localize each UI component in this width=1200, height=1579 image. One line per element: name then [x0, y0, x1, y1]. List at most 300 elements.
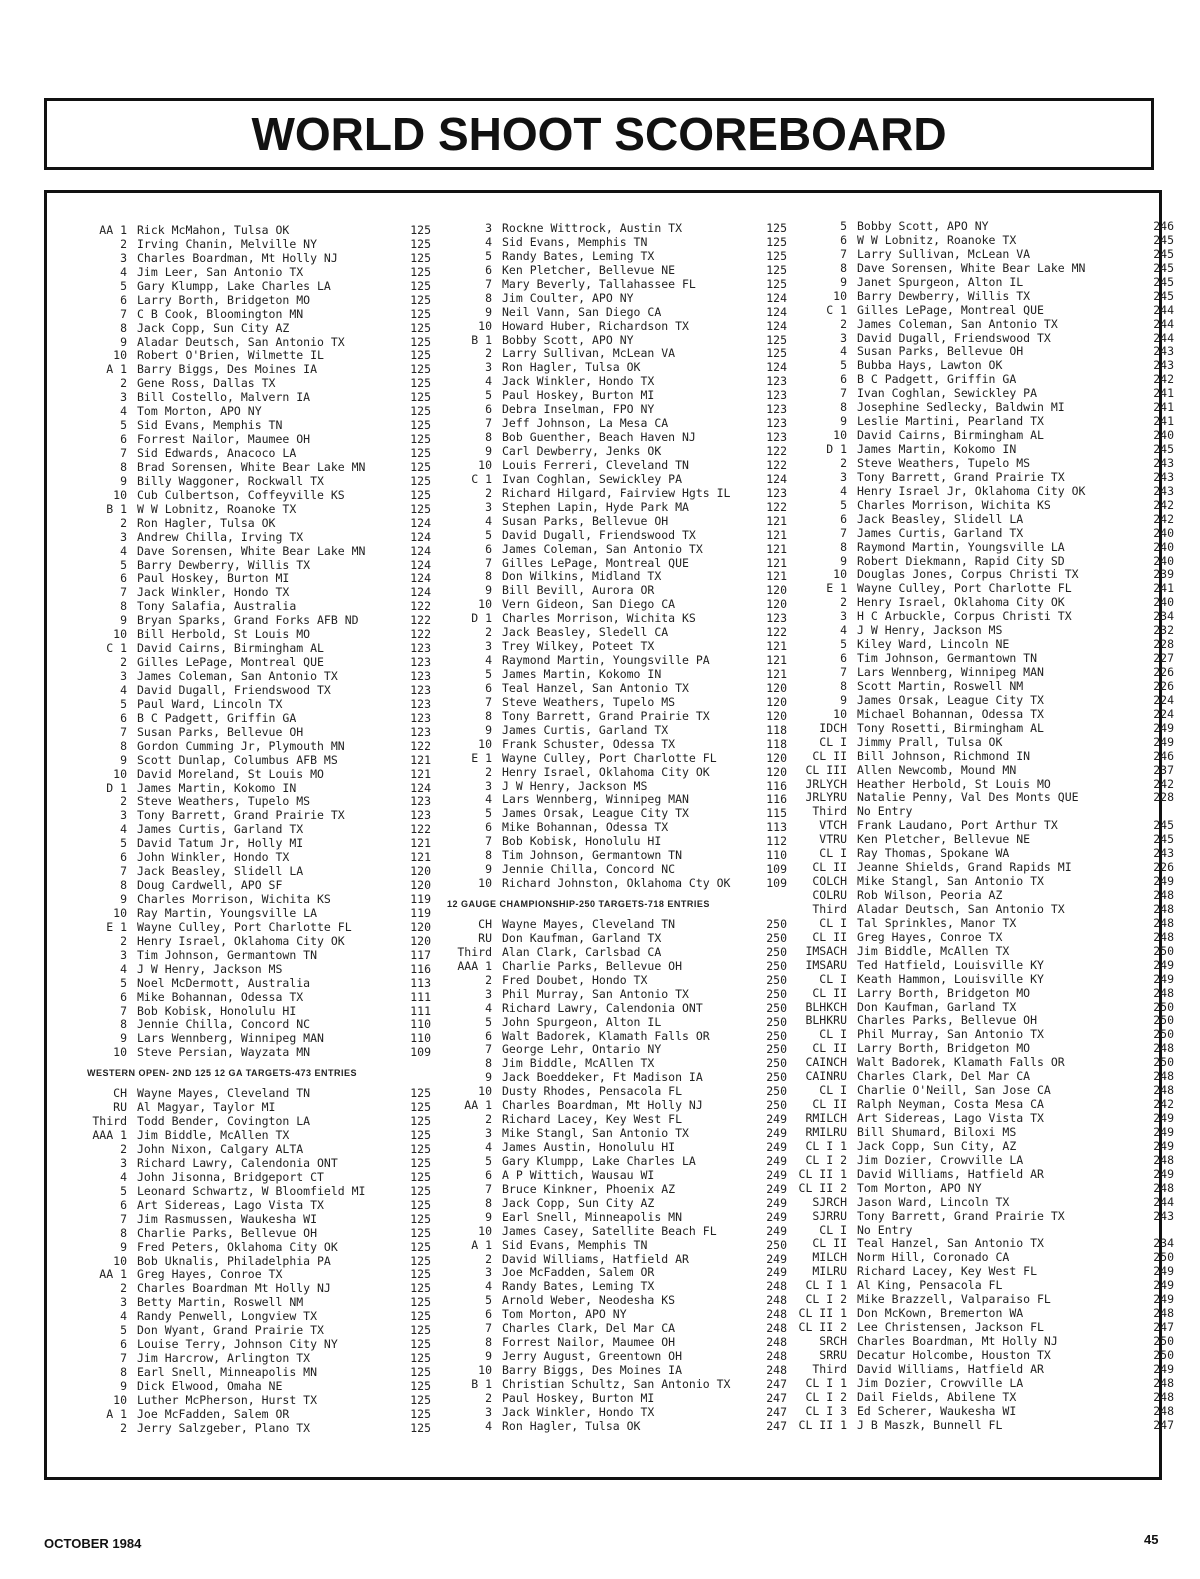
shooter-name: Tom Morton, APO NY [137, 405, 262, 419]
score: 248 [1153, 888, 1174, 902]
result-row [792, 819, 1174, 833]
place-label: 3 [120, 947, 127, 962]
result-row [792, 805, 1174, 819]
score: 244 [1153, 1194, 1174, 1209]
shooter-name: J W Henry, Jackson MS [857, 624, 1003, 638]
score: 242 [1153, 1097, 1174, 1112]
result-row [87, 586, 431, 600]
result-row [792, 429, 1174, 443]
shooter-name: Mike Stangl, San Antonio TX [502, 1127, 689, 1141]
place-label: 9 [485, 583, 492, 598]
place-label: 8 [485, 430, 492, 445]
result-row [792, 903, 1174, 917]
result-row [447, 1322, 787, 1336]
shooter-name: Charles Parks, Bellevue OH [857, 1014, 1038, 1028]
place-label: 10 [478, 597, 492, 612]
shooter-name: Tony Barrett, Grand Prairie TX [857, 1209, 1065, 1223]
place-label: 6 [120, 989, 127, 1004]
place-label: 5 [120, 557, 127, 572]
place-label: 8 [120, 459, 127, 474]
shooter-name: Bob Uknalis, Philadelphia PA [137, 1254, 331, 1268]
place-label: 10 [113, 627, 127, 642]
place-label: CL II 1 [798, 1417, 847, 1432]
shooter-name: David Cairns, Birmingham AL [137, 642, 324, 656]
score: 121 [766, 653, 787, 668]
result-row [87, 1129, 431, 1143]
shooter-name: Jim Rasmussen, Waukesha WI [137, 1212, 318, 1226]
shooter-name: Charles Morrison, Wichita KS [137, 893, 331, 906]
result-row [447, 1406, 787, 1420]
shooter-name: Bob Guenther, Beach Haven NJ [502, 431, 696, 445]
shooter-name: C B Cook, Bloomington MN [137, 307, 304, 321]
shooter-name: Scott Dunlap, Columbus AFB MS [137, 753, 338, 767]
shooter-name: James Austin, Honolulu HI [502, 1141, 676, 1154]
score: 247 [1153, 1417, 1174, 1432]
result-row [447, 557, 787, 571]
score: 248 [1153, 1083, 1174, 1098]
place-label: MILRU [812, 1264, 847, 1279]
score: 247 [1153, 1320, 1174, 1335]
place-label: C 1 [826, 302, 847, 317]
score: 125 [766, 276, 787, 291]
results-column-2 [447, 222, 787, 1434]
score: 226 [1153, 860, 1174, 875]
result-row [792, 276, 1174, 290]
score [1142, 805, 1174, 819]
result-row [447, 1392, 787, 1406]
shooter-name: Charlie Parks, Bellevue OH [137, 1226, 318, 1240]
score: 123 [410, 655, 431, 670]
result-row [447, 361, 787, 375]
place-label: 3 [120, 1295, 127, 1310]
score: 249 [766, 1209, 787, 1224]
result-row [87, 1422, 431, 1436]
score: 249 [1153, 1278, 1174, 1293]
shooter-name: Jack Beasley, Slidell LA [857, 512, 1024, 526]
result-row [447, 570, 787, 584]
result-row [792, 1098, 1174, 1112]
score: 125 [410, 334, 431, 349]
place-label: CL I 2 [805, 1152, 847, 1167]
place-label: 2 [485, 972, 492, 987]
shooter-name: Mike Brazzell, Valparaiso FL [857, 1293, 1051, 1307]
result-row [447, 960, 787, 974]
score: 248 [766, 1321, 787, 1336]
place-label: IDCH [819, 720, 847, 735]
result-row [792, 332, 1174, 346]
place-label: 9 [840, 692, 847, 707]
place-label: 2 [485, 625, 492, 640]
place-label: 4 [840, 623, 847, 638]
score: 119 [410, 905, 431, 920]
result-row [87, 238, 431, 252]
shooter-name: Earl Snell, Minneapolis MN [137, 1366, 318, 1379]
place-label: 5 [485, 1153, 492, 1168]
shooter-name: Walt Badorek, Klamath Falls OR [502, 1029, 710, 1043]
score: 250 [766, 986, 787, 1001]
result-row [447, 1294, 787, 1308]
shooter-name: Jim Coulter, APO NY [502, 291, 634, 305]
place-label: 2 [120, 794, 127, 809]
shooter-name: James Coleman, San Antonio TX [502, 542, 703, 556]
place-label: CL II 1 [798, 1166, 847, 1181]
score: 120 [766, 694, 787, 709]
result-row [792, 1293, 1174, 1307]
result-row [87, 768, 431, 782]
result-row [87, 572, 431, 586]
result-row [87, 851, 431, 865]
result-row [792, 1126, 1174, 1140]
score: 250 [766, 972, 787, 987]
score: 121 [410, 752, 431, 767]
score: 245 [1153, 260, 1174, 275]
shooter-name: Mike Bohannan, Odessa TX [502, 821, 669, 835]
result-row [447, 250, 787, 264]
place-label: JRLYRU [805, 790, 847, 805]
shooter-name: Jason Ward, Lincoln TX [857, 1195, 1010, 1209]
shooter-name: Susan Parks, Bellevue OH [137, 725, 304, 739]
result-row [447, 1280, 787, 1294]
score: 122 [410, 627, 431, 642]
result-row [792, 833, 1174, 847]
place-label: 8 [120, 599, 127, 614]
shooter-name: Cub Culbertson, Coffeyville KS [137, 488, 345, 502]
result-row [87, 224, 431, 238]
shooter-name: Wayne Culley, Port Charlotte FL [137, 920, 352, 934]
shooter-name: Jack Beasley, Slidell LA [137, 865, 304, 879]
shooter-name: Charles Boardman, Mt Holly NJ [137, 251, 338, 265]
place-label: CL III [805, 762, 847, 777]
score: 243 [1153, 483, 1174, 498]
result-row [447, 1127, 787, 1141]
place-label: RU [113, 1100, 127, 1115]
score: 247 [766, 1376, 787, 1391]
shooter-name: Randy Penwell, Longview TX [137, 1310, 318, 1324]
shooter-name: Bill Herbold, St Louis MO [137, 628, 311, 642]
results-column-1 [87, 224, 431, 1436]
shooter-name: Fred Peters, Oklahoma City OK [137, 1240, 338, 1254]
place-label: 7 [120, 306, 127, 321]
shooter-name: Howard Huber, Richardson TX [502, 319, 689, 333]
result-row [447, 292, 787, 306]
result-row [87, 377, 431, 391]
place-label: 2 [485, 346, 492, 361]
score: 125 [410, 1420, 431, 1435]
score: 250 [766, 1014, 787, 1029]
result-row [87, 1338, 431, 1352]
shooter-name: Decatur Holcombe, Houston TX [857, 1348, 1051, 1362]
result-row [792, 624, 1174, 638]
result-row [792, 555, 1174, 569]
place-label: 7 [485, 694, 492, 709]
shooter-name: Michael Bohannan, Odessa TX [857, 707, 1044, 721]
shooter-name: Dail Fields, Abilene TX [857, 1390, 1017, 1404]
shooter-name: Tony Rosetti, Birmingham AL [857, 721, 1044, 735]
place-label: VTRU [819, 832, 847, 847]
place-label: 7 [485, 834, 492, 849]
place-label: CL I [819, 971, 847, 986]
score: 125 [410, 1114, 431, 1129]
result-row [87, 1394, 431, 1408]
result-row [447, 473, 787, 487]
score: 249 [1153, 720, 1174, 735]
result-row [792, 1028, 1174, 1042]
place-label: 3 [485, 639, 492, 654]
place-label: 2 [485, 1112, 492, 1127]
place-label: 10 [478, 1223, 492, 1238]
result-row [447, 320, 787, 334]
result-row [87, 991, 431, 1005]
place-label: CL II [812, 1041, 847, 1056]
result-row [447, 766, 787, 780]
place-label: 9 [485, 1070, 492, 1085]
result-row [87, 963, 431, 977]
result-row [447, 375, 787, 389]
result-row [792, 1377, 1174, 1391]
shooter-name: Charles Boardman, Mt Holly NJ [502, 1099, 703, 1113]
place-label: 2 [485, 1251, 492, 1266]
place-label: E 1 [826, 581, 847, 596]
place-label: 10 [113, 348, 127, 363]
place-label: 10 [113, 1045, 127, 1060]
shooter-name: Lars Wennberg, Winnipeg MAN [857, 666, 1044, 679]
result-row [792, 1182, 1174, 1196]
score: 121 [410, 766, 431, 781]
place-label: 3 [485, 986, 492, 1001]
result-row [447, 640, 787, 654]
place-label: 7 [485, 416, 492, 431]
score: 226 [1153, 678, 1174, 693]
place-label: AAA 1 [92, 1128, 127, 1143]
score: 245 [1153, 818, 1174, 833]
result-row [792, 499, 1174, 513]
result-row [792, 304, 1174, 318]
place-label: 7 [485, 276, 492, 291]
place-label: 8 [120, 1225, 127, 1240]
shooter-name: Trey Wilkey, Poteet TX [502, 640, 655, 654]
score: 247 [766, 1404, 787, 1419]
place-label: 3 [485, 1126, 492, 1141]
shooter-name: Greg Hayes, Conroe TX [137, 1268, 283, 1282]
shooter-name: Ray Martin, Youngsville LA [137, 906, 318, 920]
place-label: 4 [485, 653, 492, 668]
place-label: B 1 [471, 332, 492, 347]
shooter-name: Billy Waggoner, Rockwall TX [137, 474, 324, 488]
shooter-name: James Orsak, League City TX [502, 807, 689, 821]
place-label: 3 [840, 609, 847, 624]
place-label: 4 [840, 344, 847, 359]
place-label: 9 [120, 473, 127, 488]
shooter-name: Ivan Coghlan, Sewickley PA [502, 472, 683, 486]
score: 228 [1153, 790, 1174, 805]
shooter-name: Charles Morrison, Wichita KS [857, 498, 1051, 512]
shooter-name: Dick Elwood, Omaha NE [137, 1379, 283, 1393]
place-label: 3 [840, 330, 847, 345]
score: 118 [766, 736, 787, 751]
place-label: 6 [120, 1197, 127, 1212]
result-row [447, 1030, 787, 1044]
place-label: 5 [120, 418, 127, 433]
shooter-name: Art Sidereas, Lago Vista TX [137, 1198, 324, 1212]
shooter-name: David Dugall, Friendswood TX [137, 683, 331, 697]
place-label: 8 [120, 878, 127, 893]
shooter-name: Neil Vann, San Diego CA [502, 305, 662, 319]
shooter-name: Jim Leer, San Antonio TX [137, 265, 304, 279]
shooter-name: Jim Harcrow, Arlington TX [137, 1352, 311, 1366]
shooter-name: Rick McMahon, Tulsa OK [137, 224, 290, 237]
result-row [792, 652, 1174, 666]
result-row [447, 598, 787, 612]
place-label: 4 [120, 264, 127, 279]
score: 125 [410, 1225, 431, 1240]
result-row [447, 515, 787, 529]
score: 121 [766, 541, 787, 556]
results-column-3 [792, 220, 1174, 1433]
score: 122 [766, 499, 787, 514]
score: 125 [766, 332, 787, 347]
shooter-name: Larry Borth, Bridgeton MO [857, 986, 1031, 1000]
result-row [792, 318, 1174, 332]
place-label: 5 [120, 836, 127, 851]
place-label: D 1 [471, 611, 492, 626]
place-label: 7 [840, 246, 847, 261]
result-row [792, 917, 1174, 931]
result-row [792, 290, 1174, 304]
page-title: WORLD SHOOT SCOREBOARD [251, 108, 947, 160]
shooter-name: Fred Doubet, Hondo TX [502, 973, 648, 987]
score: 250 [766, 1070, 787, 1085]
shooter-name: Leonard Schwartz, W Bloomfield MI [137, 1184, 366, 1198]
shooter-name: Ralph Neyman, Costa Mesa CA [857, 1098, 1044, 1112]
score: 125 [410, 1155, 431, 1170]
shooter-name: James Orsak, League City TX [857, 693, 1044, 707]
shooter-name: James Martin, Kokomo IN [502, 668, 662, 681]
result-row [87, 280, 431, 294]
place-label: CL I [819, 1027, 847, 1042]
result-row [447, 974, 787, 988]
result-row [447, 1183, 787, 1197]
shooter-name: Alan Clark, Carlsbad CA [502, 945, 662, 959]
result-row [87, 1227, 431, 1241]
result-row [792, 1112, 1174, 1126]
result-row [792, 248, 1174, 262]
score: 110 [766, 848, 787, 863]
place-label: 5 [485, 1293, 492, 1308]
result-row [792, 778, 1174, 792]
place-label: 3 [485, 499, 492, 514]
score: 123 [410, 641, 431, 656]
shooter-name: Irving Chanin, Melville NY [137, 237, 318, 251]
place-label: 4 [120, 682, 127, 697]
shooter-name: John Spurgeon, Alton IL [502, 1015, 662, 1029]
place-label: AA 1 [99, 1267, 127, 1282]
result-row [792, 1321, 1174, 1335]
place-label: Third [92, 1114, 127, 1129]
place-label: 3 [120, 808, 127, 823]
title-box [44, 98, 1154, 170]
shooter-name: Bobby Scott, APO NY [502, 333, 634, 347]
result-row [447, 1336, 787, 1350]
score: 250 [766, 917, 787, 931]
place-label: 5 [485, 806, 492, 821]
shooter-name: Joe McFadden, Salem OR [137, 1407, 290, 1421]
place-label: 2 [120, 1420, 127, 1435]
shooter-name: Ray Thomas, Spokane WA [857, 847, 1010, 861]
place-label: 8 [840, 678, 847, 693]
score: 120 [766, 583, 787, 598]
score: 250 [766, 1056, 787, 1071]
shooter-name: Richard Johnston, Oklahoma Cty OK [502, 877, 731, 891]
place-label: SJRRU [812, 1208, 847, 1223]
score: 125 [410, 348, 431, 363]
shooter-name: John Jisonna, Bridgeport CT [137, 1170, 324, 1184]
score: 243 [1153, 469, 1174, 484]
place-label: 10 [113, 1253, 127, 1268]
score: 109 [410, 1045, 431, 1060]
shooter-name: Robert O'Brien, Wilmette IL [137, 349, 324, 363]
score: 249 [1153, 734, 1174, 749]
place-label: 6 [120, 850, 127, 865]
result-row [792, 666, 1174, 680]
shooter-name: Brad Sorensen, White Bear Lake MN [137, 460, 366, 474]
score: 125 [410, 1295, 431, 1310]
score: 123 [766, 485, 787, 500]
place-label: 9 [120, 1031, 127, 1046]
place-label: 3 [120, 390, 127, 405]
score: 113 [766, 820, 787, 835]
shooter-name: James Martin, Kokomo IN [857, 443, 1017, 456]
result-row [792, 791, 1174, 805]
place-label: CL II 1 [798, 1306, 847, 1321]
score: 125 [410, 432, 431, 447]
shooter-name: Josephine Sedlecky, Baldwin MI [857, 401, 1065, 415]
result-row [447, 988, 787, 1002]
result-row [447, 1043, 787, 1057]
result-row [447, 445, 787, 459]
result-row [447, 1266, 787, 1280]
score: 120 [410, 878, 431, 893]
shooter-name: Norm Hill, Coronado CA [857, 1251, 1010, 1265]
place-label: 7 [120, 724, 127, 739]
shooter-name: Susan Parks, Bellevue OH [502, 514, 669, 528]
result-row [447, 1002, 787, 1016]
result-row [447, 780, 787, 794]
shooter-name: Don Wilkins, Midland TX [502, 570, 662, 584]
shooter-name: W W Lobnitz, Roanoke TX [857, 233, 1017, 247]
score: 125 [410, 1239, 431, 1254]
result-row [87, 559, 431, 573]
score: 250 [766, 958, 787, 973]
shooter-name: Teal Hanzel, San Antonio TX [857, 1237, 1044, 1251]
score: 109 [766, 876, 787, 891]
shooter-name: Louise Terry, Johnson City NY [137, 1338, 338, 1352]
score: 248 [1153, 1180, 1174, 1195]
shooter-name: Jerry August, Greentown OH [502, 1350, 683, 1364]
shooter-name: James Coleman, San Antonio TX [857, 317, 1058, 331]
place-label: 2 [485, 764, 492, 779]
result-row [447, 278, 787, 292]
result-row [447, 1085, 787, 1099]
score: 250 [766, 1000, 787, 1015]
shooter-name: James Curtis, Garland TX [857, 526, 1024, 540]
score: 124 [410, 543, 431, 558]
shooter-name: Sid Evans, Memphis TN [502, 235, 648, 249]
score: 123 [766, 402, 787, 417]
result-row [87, 1046, 431, 1060]
shooter-name: Bill Shumard, Biloxi MS [857, 1125, 1017, 1139]
result-row [792, 708, 1174, 722]
place-label: C 1 [471, 471, 492, 486]
